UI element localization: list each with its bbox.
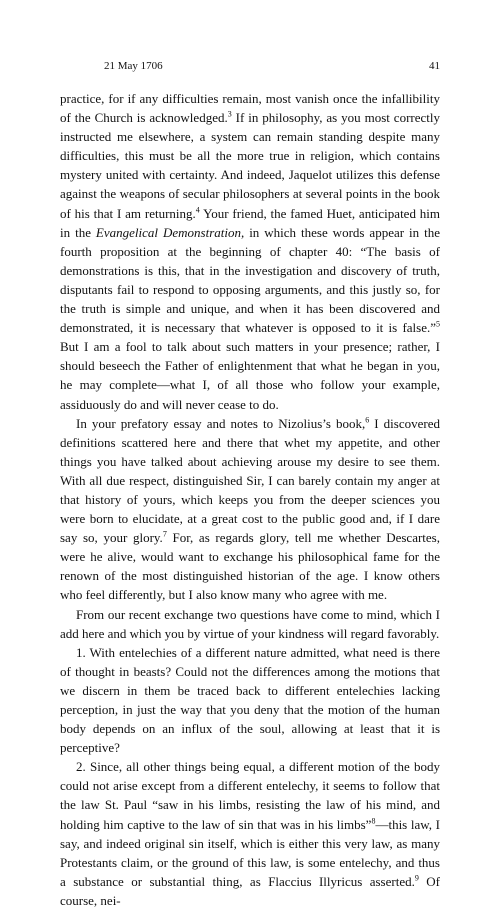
- page-number: 41: [429, 60, 440, 72]
- footnote-marker: 9: [414, 873, 419, 883]
- text-run: in which these words appear in the fourth proposition at the beginning of chapter 40: “The basis of demonstrations is this, that in the investigation and discovery of truth, disputants fail to respond to opposing arguments, and this justly so, for the truth is simple and unique, and when it has been discovered and demonstrated, it is necessary that whatever is opposed to it is false.”: [60, 224, 440, 336]
- text-run: In your prefatory essay and notes to Nizolius’s book,: [76, 415, 366, 431]
- running-head-date: 21 May 1706: [104, 60, 163, 72]
- footnote-marker: 4: [195, 205, 200, 215]
- paragraph: [60, 89, 440, 414]
- text-run: But I am a fool to talk about such matters in your presence; rather, I should beseech the Father of enlightenment that what he began in you, he may complete—what I, of all those who follow your example, assiduously do and will never cease to do.: [60, 339, 440, 412]
- running-head: [104, 60, 440, 76]
- paragraph: [60, 643, 440, 758]
- text-run: 1. With entelechies of a different nature admitted, what need is there of thought in beasts? Could not the differences among the motions that we discern in them be traced back to different entelechies lacking perception, in just the way that you deny that the motion of the human body depends on an influx of the soul, allowing at least that it is perceptive?: [60, 644, 440, 756]
- text-run: From our recent exchange two questions have come to mind, which I add here and which you by virtue of your kindness will regard favorably.: [60, 606, 440, 641]
- text-run: I discovered definitions scattered here and there that whet my appetite, and other things you have talked about achieving arouse my desire to see them. With all due respect, distinguished Sir, I can barely contain my anger at that history of yours, which keeps you from the deeper sciences you were born to elucidate, at a great cost to the public good and, if I dare say so, your glory.: [60, 415, 440, 546]
- footnote-marker: 5: [436, 319, 440, 329]
- text-run: Your friend, the famed Huet, anticipated him in the: [60, 205, 441, 240]
- text-run: For, as regards glory, tell me whether Descartes, were he alive, would want to exchange his philosophical fame for the renown of the most distinguished historian of the age. I know others who feel differently, but I also know many who agree with me.: [60, 530, 440, 603]
- paragraph: [60, 605, 440, 643]
- text-run: If in philosophy, as you most correctly instructed me elsewhere, a system can remain standing despite many difficulties, this must be all the more true in religion, which contains mystery united with certainty. And indeed, Jaquelot utilizes this defense against the weapons of secular philosophers at several points in the book of his that I am returning.: [60, 110, 441, 221]
- text-run: —this law, I say, and indeed original sin itself, which is either this very law, as many Protestants claim, or the ground of this law, is some entelechy, and thus a substance or substantial thing, as Flaccius Illyricus asserted.: [60, 816, 440, 889]
- text-run: 2. Since, all other things being equal, a different motion of the body could not arise except from a different entelechy, it seems to follow that the law St. Paul “saw in his limbs, resisting the law of his mind, and holding him captive to the law of sin that was in his limbs”: [60, 759, 440, 832]
- text-run: Of course, nei-: [60, 873, 441, 908]
- footnote-marker: 3: [227, 109, 232, 119]
- paragraph: [60, 757, 440, 910]
- footnote-marker: 6: [365, 415, 370, 425]
- italic-title: Evangelical Demonstration,: [95, 224, 245, 240]
- paragraph: [60, 414, 440, 605]
- body-text: [60, 89, 440, 910]
- footnote-marker: 7: [162, 529, 167, 539]
- text-run: practice, for if any difficulties remain, most vanish once the infallibility of the Church is acknowledged.: [60, 91, 440, 126]
- footnote-marker: 8: [371, 816, 376, 826]
